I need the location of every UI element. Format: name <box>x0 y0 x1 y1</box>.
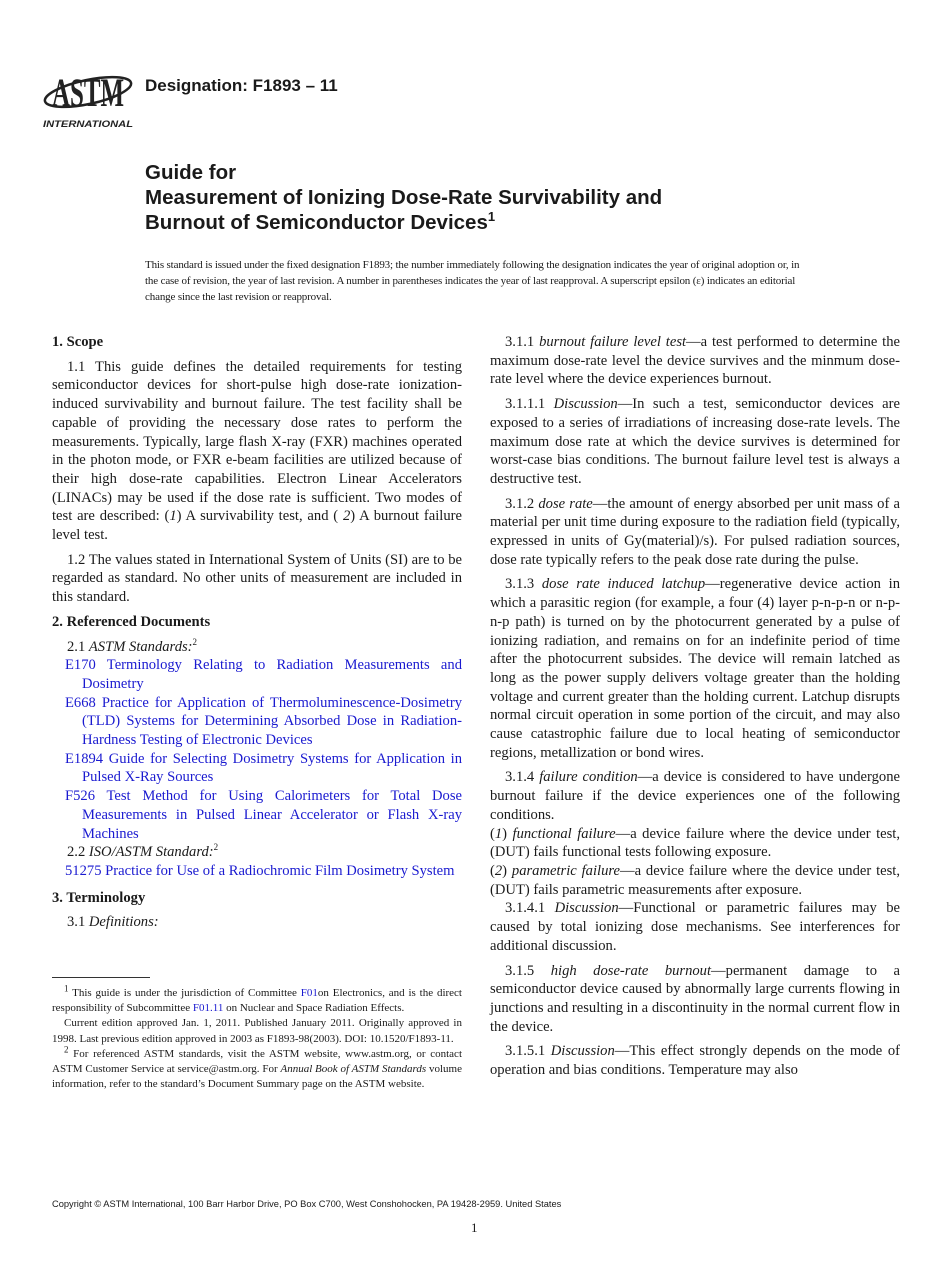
text: on Nuclear and Space Radiation Effects. <box>223 1002 405 1015</box>
text: 3.1.1 <box>505 334 540 350</box>
italic-text: functional failure <box>512 825 616 842</box>
paragraph <box>490 862 900 899</box>
italic-text: Discussion <box>550 1043 615 1060</box>
reference-link[interactable]: F01.11 <box>192 1002 224 1015</box>
text: —a device failure where the device under test, (DUT) fails functional tests following exposure. <box>490 825 900 861</box>
text: —In such a test, semiconductor devices are exposed to a series of irradiations of increasing dose-rate levels. The maximum dose rate at which the device survives is determined for worst-case bias conditions. The burnout failure level test is always a destructive test. <box>490 396 900 487</box>
footnote <box>52 1016 462 1046</box>
paragraph <box>490 333 900 389</box>
paragraph <box>490 575 900 762</box>
italic-text: Discussion <box>554 900 619 917</box>
title-line: Burnout of Semiconductor Devices <box>145 211 488 234</box>
text: 2.2 <box>67 844 89 861</box>
footnote <box>52 983 462 1016</box>
text: 1.2 The values stated in International System of Units (SI) are to be regarded as standard. No other units of measurement are included in this standard. <box>52 551 462 606</box>
italic-text: high dose-rate burnout <box>550 962 712 979</box>
text: 3.1.1.1 <box>505 396 554 413</box>
reference-title-link[interactable]: Terminology Relating to Radiation Measurements and Dosimetry <box>82 657 462 692</box>
text: ) <box>502 825 513 842</box>
paragraph <box>490 1042 900 1079</box>
reference-title-link[interactable]: Test Method for Using Calorimeters for Total Dose Measurements in Pulsed Linear Accelerator or Flash X-ray Machines <box>82 788 462 842</box>
text: 1.1 This guide defines the detailed requirements for testing semiconductor devices for short-pulse high dose-rate ionization-induced survivability and burnout failure. The test facility shall be capable of providing the necessary dose rates to perform the measurements. Typically, large flash X-ray (FXR) machines operated in the photon mode, or FXR e-beam facilities are utilized because of their high dose-rate capabilities. Electron Linear Accelerators (LINACs) may be used if the dose rate is sufficient. Two modes of test are described: ( <box>52 358 462 525</box>
svg-text:ASTM: ASTM <box>52 70 124 115</box>
reference-link[interactable]: E1894 <box>65 750 104 767</box>
referenced-document <box>52 862 462 881</box>
reference-title-link[interactable]: Practice for Application of Thermoluminescence-Dosimetry (TLD) Systems for Determining Absorbed Dose in Radiation-Hardness Testing of Electronic Devices <box>82 694 462 749</box>
italic-text: ASTM Standards: <box>88 638 193 655</box>
italic-text: failure condition <box>539 769 638 786</box>
text: Current edition approved Jan. 1, 2011. Published January 2011. Originally approved in 1998. Last previous edition approved in 2003 as F1893-98(2003). DOI: 10.1520/F1893-11. <box>52 1017 462 1045</box>
paragraph <box>52 638 462 657</box>
italic-text: 1 <box>494 825 503 842</box>
paragraph <box>490 395 900 489</box>
reference-link[interactable]: F526 <box>65 788 96 805</box>
referenced-document <box>52 787 462 843</box>
text: This guide is under the jurisdiction of Committee <box>68 987 301 999</box>
footnote-ref[interactable]: 2 <box>192 636 198 647</box>
italic-text: 1 <box>169 508 177 525</box>
italic-text: 2 <box>494 862 503 879</box>
title-line: Guide for <box>145 161 237 184</box>
paragraph <box>52 551 462 607</box>
document-title <box>145 160 662 235</box>
text: 3.1.4.1 <box>505 900 555 917</box>
footnote-ref[interactable]: 1 <box>64 983 69 994</box>
text: —a device is considered to have undergone burnout failure if the device experiences one of the following conditions. <box>490 769 900 823</box>
svg-text:INTERNATIONAL: INTERNATIONAL <box>43 119 133 129</box>
italic-text: 2 <box>342 508 351 525</box>
footnote-ref[interactable]: 2 <box>64 1044 69 1055</box>
text: 3.1.2 <box>505 495 539 512</box>
paragraph <box>490 962 900 1037</box>
paragraph <box>490 825 900 862</box>
footnotes <box>52 983 462 1092</box>
text: 3.1.5 <box>505 962 551 979</box>
text: For referenced ASTM standards, visit the ASTM website, www.astm.org, or contact ASTM Customer Service at service@astm.org. For <box>52 1047 462 1076</box>
paragraph <box>490 768 900 824</box>
paragraph <box>490 495 900 570</box>
designation: Designation: F1893 – 11 <box>145 76 338 95</box>
reference-title-link[interactable]: Guide for Selecting Dosimetry Systems for Application in Pulsed X-Ray Sources <box>82 750 462 786</box>
section-heading <box>52 333 462 352</box>
text: —Functional or parametric failures may be caused by total ionizing dose mechanisms. See interferences for additional discussion. <box>490 900 900 954</box>
text: ( <box>490 862 495 879</box>
standard-notice: This standard is issued under the fixed designation F1893; the number immediately following the designation indicates the year of original adoption or, in the case of revision, the year of last revision. A number in parentheses indicates the year of last reapproval. A superscript epsilon (ε) indicates an editorial change since the last revision or reapproval. <box>145 259 800 303</box>
text: —the amount of energy absorbed per unit mass of a material per unit time during exposure to the radiation field (typically, expressed in units of Gy(material)/s). For pulsed radiation sources, dose rate typically refers to the peak dose rate during the pulse. <box>490 495 900 568</box>
reference-link[interactable]: 51275 <box>65 862 102 879</box>
footnote <box>52 1044 462 1093</box>
left-column <box>52 333 462 938</box>
title-line: Measurement of Ionizing Dose-Rate Survivability and <box>145 186 663 209</box>
text: volume information, refer to the standard’s Document Summary page on the ASTM website. <box>52 1063 462 1091</box>
text: 3.1.3 <box>505 576 542 593</box>
text: ) <box>502 862 512 879</box>
italic-text: Definitions: <box>88 914 159 931</box>
copyright: Copyright © ASTM International, 100 Barr Harbor Drive, PO Box C700, West Conshohocken, PA 19428-2959. United States <box>52 1199 562 1209</box>
text: 2.1 <box>67 638 89 655</box>
italic-text: Annual Book of ASTM Standards <box>280 1063 427 1076</box>
reference-link[interactable]: E170 <box>65 657 96 674</box>
reference-link[interactable]: F01 <box>300 987 318 999</box>
referenced-document <box>52 694 462 750</box>
right-column <box>490 333 900 1086</box>
text: 3. Terminology <box>52 889 146 906</box>
referenced-document <box>52 750 462 787</box>
page-number: 1 <box>471 1220 478 1235</box>
section-heading <box>52 613 462 632</box>
italic-text: dose rate induced latchup <box>541 576 706 593</box>
text: —a device failure where the device under test, (DUT) fails parametric measurements after exposure. <box>490 862 900 898</box>
text: 3.1 <box>67 914 89 931</box>
text: ) A survivability test, and ( <box>176 508 343 525</box>
text: on Electronics, and is the direct responsibility of Subcommittee <box>52 987 462 1015</box>
italic-text: ISO/ASTM Standard: <box>88 844 214 861</box>
section-heading <box>52 889 462 908</box>
italic-text: parametric failure <box>511 862 620 879</box>
text: —regenerative device action in which a parasitic region (for example, a four (4) layer p-n-p-n or n-p-n-p path) is turned on by the photocurrent generated by a pulse of ionizing radiation, and remains on for an indefinite period of time after the photocurrent subsides. The device will remain latched as long as the power supply delivers voltage greater than the holding voltage and current greater than the holding current. Latchup disrupts normal circuit operation in some portion of the circuit, and may also cause catastrophic failure due to local heating of semiconductor regions, metallization or bond wires. <box>490 576 900 761</box>
text: —This effect strongly depends on the mode of operation and bias conditions. Temperature may also <box>490 1043 900 1079</box>
text: 3.1.4 <box>505 769 540 786</box>
text: —permanent damage to a semiconductor device caused by abnormally large currents flowing in junctions and resulting in a discontinuity in the normal current flow in the device. <box>490 962 900 1035</box>
text: 2. Referenced Documents <box>52 613 211 630</box>
paragraph <box>52 843 462 862</box>
italic-text: dose rate <box>538 495 593 512</box>
reference-link[interactable]: E668 <box>65 694 96 711</box>
text: —a test performed to determine the maximum dose-rate level the device survives and the minmum dose-rate level where the device experiences burnout. <box>490 334 900 388</box>
referenced-document <box>52 656 462 693</box>
astm-logo <box>40 62 135 132</box>
text: ) A burnout failure level test. <box>52 508 462 544</box>
italic-text: burnout failure level test <box>539 334 687 350</box>
paragraph <box>52 358 462 545</box>
footnote-ref[interactable]: 2 <box>213 842 219 853</box>
italic-text: Discussion <box>553 396 618 413</box>
paragraph <box>490 899 900 955</box>
reference-title-link[interactable]: Practice for Use of a Radiochromic Film Dosimetry System <box>101 862 455 879</box>
text: 1. Scope <box>52 334 104 350</box>
text: 3.1.5.1 <box>505 1043 551 1060</box>
footnote-ref[interactable]: 1 <box>487 209 496 225</box>
paragraph <box>52 913 462 932</box>
text: ( <box>490 825 495 842</box>
footnote-divider <box>52 977 150 978</box>
